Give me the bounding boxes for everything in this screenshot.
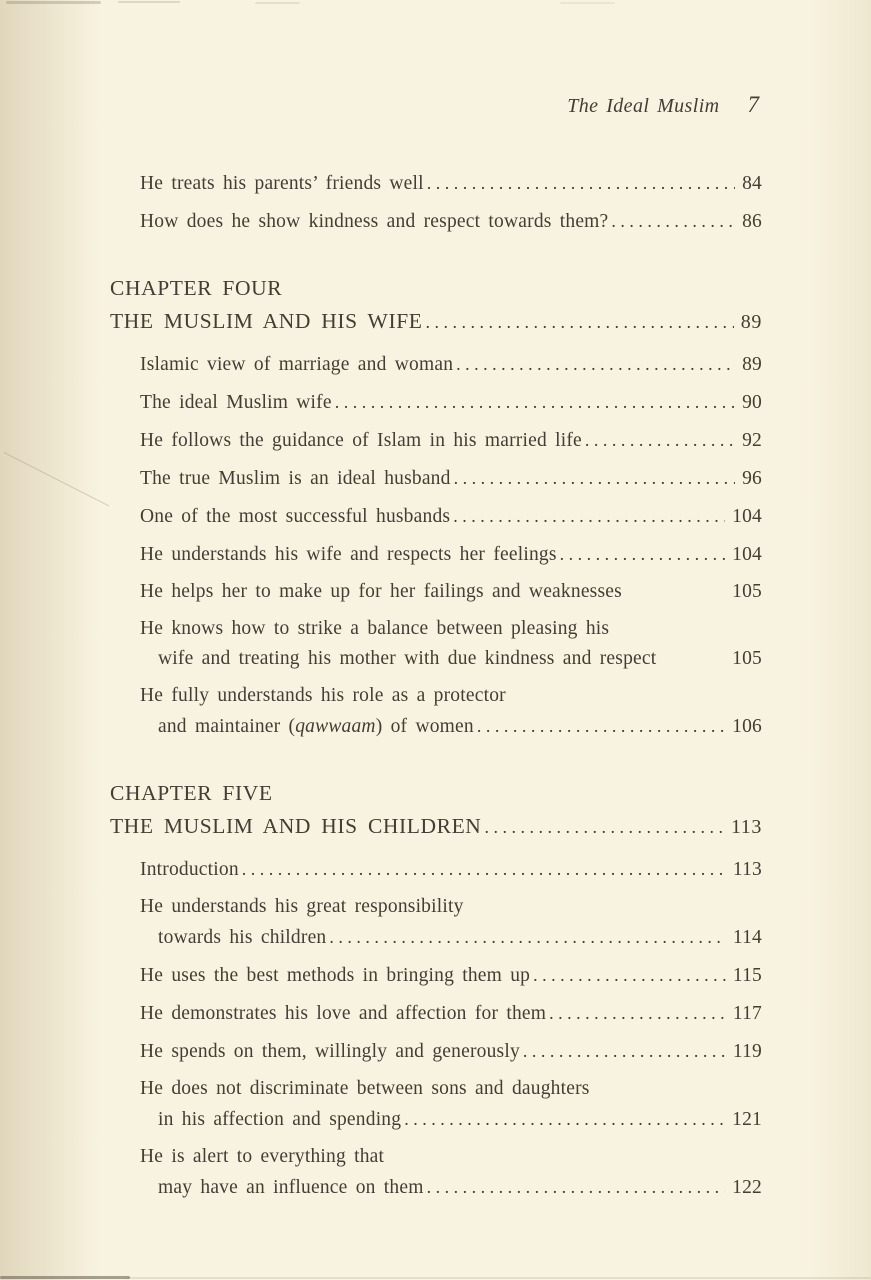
dot-leader	[453, 349, 735, 380]
entry-page-number: 106	[732, 716, 762, 737]
entry-page-number: 114	[732, 927, 762, 948]
toc-entry-line	[140, 1036, 762, 1067]
entry-page-number: 86	[742, 211, 762, 232]
entry-text: Introduction	[140, 859, 239, 880]
running-header-page-number: 7	[747, 92, 759, 117]
entry-page-number: 122	[732, 1177, 762, 1198]
toc-entry	[140, 425, 762, 456]
chapter-label: CHAPTER FIVE	[110, 781, 273, 805]
dot-leader	[481, 810, 724, 844]
dot-leader	[582, 425, 735, 456]
toc-entry-line	[140, 1074, 762, 1104]
chapter-page-number: 89	[740, 311, 762, 333]
entry-text: He understands his wife and respects her feelings	[140, 544, 557, 565]
toc-entry	[140, 501, 762, 532]
toc-entry	[140, 539, 762, 570]
toc-entry	[140, 463, 762, 494]
entry-text: towards his children	[158, 927, 327, 948]
entry-text: in his affection and spending	[158, 1109, 402, 1130]
chapter-label: CHAPTER FOUR	[110, 276, 283, 300]
toc-entry-line	[140, 577, 762, 607]
running-header-title: The Ideal Muslim	[567, 95, 720, 117]
entry-text: may have an influence on them	[158, 1177, 424, 1198]
scan-edge-mark	[6, 1, 101, 4]
entry-page-number: 90	[742, 392, 762, 413]
entry-page-number: 115	[732, 965, 762, 986]
entry-text: He follows the guidance of Islam in his married life	[140, 430, 582, 451]
toc-entry-line	[140, 681, 762, 711]
chapter-title: THE MUSLIM AND HIS WIFE	[110, 309, 423, 333]
toc-entry-line	[140, 425, 762, 456]
entry-page-number: 96	[742, 468, 762, 489]
entry-text: The ideal Muslim wife	[140, 392, 332, 413]
entry-page-number: 121	[732, 1109, 762, 1130]
toc-entry-line	[140, 463, 762, 494]
entry-page-number: 113	[732, 859, 762, 880]
toc-entry-line	[140, 168, 762, 199]
entry-page-number: 84	[742, 173, 762, 194]
entry-text: He helps her to make up for her failings and weaknesses	[140, 581, 622, 602]
chapter-title: THE MUSLIM AND HIS CHILDREN	[110, 814, 482, 838]
entry-text: He demonstrates his love and affection for them	[140, 1003, 547, 1024]
toc-entry-line	[158, 711, 762, 742]
running-header	[110, 92, 759, 118]
dot-leader	[401, 1104, 725, 1135]
paper-crease	[4, 452, 110, 506]
dot-leader	[332, 387, 735, 418]
toc-entry	[140, 1142, 762, 1203]
dot-leader	[450, 501, 725, 532]
scan-edge-mark	[560, 2, 615, 4]
toc-entry	[140, 998, 762, 1029]
page-gutter-shadow	[0, 0, 100, 1280]
entry-text: One of the most successful husbands	[140, 506, 451, 527]
dot-leader	[608, 206, 735, 237]
toc-entry	[140, 614, 762, 674]
page-right-shade	[811, 0, 871, 1280]
scan-edge-mark	[125, 1277, 871, 1279]
dot-leader	[424, 1172, 726, 1203]
dot-leader	[424, 168, 735, 199]
toc-entry	[140, 349, 762, 380]
dot-leader	[239, 854, 726, 885]
toc-entry-line	[158, 644, 762, 674]
chapter-title-line	[110, 810, 762, 844]
entry-text: He fully understands his role as a protector	[140, 685, 506, 706]
toc-entry	[140, 854, 762, 885]
chapter-page-number: 113	[730, 816, 762, 838]
entry-text: He treats his parents’ friends well	[140, 173, 424, 194]
toc-entry	[140, 681, 762, 742]
scan-edge-mark	[0, 1276, 130, 1279]
entry-text: Islamic view of marriage and woman	[140, 354, 454, 375]
entry-text: and maintainer (qawwaam) of women	[158, 716, 474, 737]
toc-entry-line	[140, 1142, 762, 1172]
entry-text: wife and treating his mother with due kindness and respect	[158, 648, 657, 669]
toc-entry-line	[140, 960, 762, 991]
toc-entry-line	[158, 1104, 762, 1135]
toc-entry	[140, 577, 762, 607]
toc-entry	[140, 892, 762, 953]
toc-entry	[140, 206, 762, 237]
entry-page-number: 105	[732, 581, 762, 602]
entry-page-number: 104	[732, 544, 762, 565]
entry-text: He understands his great responsibility	[140, 896, 464, 917]
dot-leader	[530, 960, 726, 991]
entry-text: How does he show kindness and respect towards them?	[140, 211, 609, 232]
toc-entry	[140, 387, 762, 418]
entry-page-number: 92	[742, 430, 762, 451]
toc-entry	[140, 168, 762, 199]
entry-page-number: 89	[742, 354, 762, 375]
toc-entry-line	[140, 206, 762, 237]
entry-text: He spends on them, willingly and generously	[140, 1041, 520, 1062]
toc-entry-line	[140, 854, 762, 885]
entry-page-number: 117	[732, 1003, 762, 1024]
entry-text: The true Muslim is an ideal husband	[140, 468, 451, 489]
toc-entry	[140, 960, 762, 991]
toc-entry-line	[140, 614, 762, 644]
entry-page-number: 119	[732, 1041, 762, 1062]
entry-text: He does not discriminate between sons and daughters	[140, 1078, 590, 1099]
dot-leader	[474, 711, 725, 742]
entry-page-number: 105	[732, 648, 762, 669]
dot-leader	[520, 1036, 726, 1067]
toc-entry-line	[140, 387, 762, 418]
scan-edge-mark	[118, 1, 180, 3]
toc-entry	[140, 1036, 762, 1067]
toc-entry-line	[140, 892, 762, 922]
entry-text: He is alert to everything that	[140, 1146, 385, 1167]
scan-edge-mark	[255, 2, 300, 4]
chapter-title-line	[110, 305, 762, 339]
entry-page-number: 104	[732, 506, 762, 527]
dot-leader	[546, 998, 726, 1029]
toc-entry-line	[140, 501, 762, 532]
toc-entry-line	[140, 349, 762, 380]
dot-leader	[451, 463, 736, 494]
toc-entry	[140, 1074, 762, 1135]
toc-entry-line	[158, 922, 762, 953]
toc-entry-line	[140, 539, 762, 570]
toc-entry-line	[158, 1172, 762, 1203]
entry-text: He knows how to strike a balance between pleasing his	[140, 618, 610, 639]
table-of-contents	[110, 168, 762, 1210]
entry-text: He uses the best methods in bringing them up	[140, 965, 531, 986]
dot-leader	[326, 922, 725, 953]
toc-entry-line	[140, 998, 762, 1029]
dot-leader	[423, 305, 734, 339]
chapter-heading	[110, 272, 762, 339]
chapter-heading	[110, 777, 762, 844]
dot-leader	[557, 539, 725, 570]
